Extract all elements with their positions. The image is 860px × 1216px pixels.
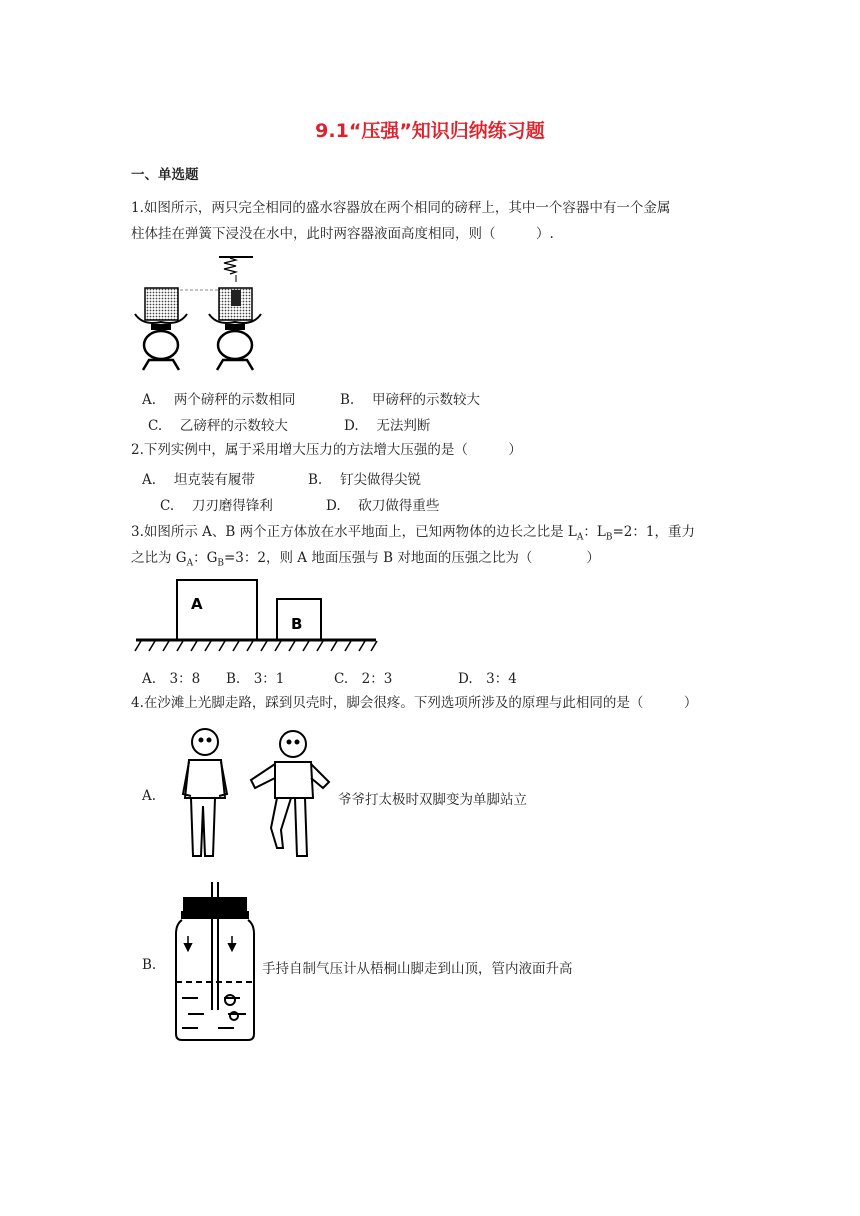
q3-option-b[interactable]: B. 3：1 bbox=[226, 671, 285, 687]
q3-line1 bbox=[131, 522, 695, 548]
q3-cube-b-label: B bbox=[291, 615, 303, 633]
q3-line2-text-b: ：G bbox=[193, 550, 218, 566]
q2-options-row2 bbox=[160, 494, 439, 514]
q1-option-b[interactable]: B. 甲磅秤的示数较大 bbox=[340, 392, 481, 408]
q4-line1: 4.在沙滩上光脚走路，踩到贝壳时，脚会很疼。下列选项所涉及的原理与此相同的是（ ） bbox=[131, 695, 698, 711]
q3-option-a[interactable]: A. 3：8 bbox=[142, 671, 201, 687]
q3-option-c[interactable]: C. 2：3 bbox=[334, 671, 393, 687]
q3-line1-text-b: ：L bbox=[583, 524, 606, 540]
q2-option-a[interactable]: A. 坦克装有履带 bbox=[142, 472, 255, 488]
q2-line1: 2.下列实例中，属于采用增大压力的方法增大压强的是（ ） bbox=[131, 442, 522, 458]
q1-option-a[interactable]: A. 两个磅秤的示数相同 bbox=[142, 392, 296, 408]
q1-options-row1 bbox=[142, 388, 480, 408]
page-title: 9.1“压强”知识归纳练习题 bbox=[315, 120, 545, 142]
q4-option-a-text: 爷爷打太极时双脚变为单脚站立 bbox=[338, 792, 527, 808]
q1-option-c[interactable]: C. 乙磅秤的示数较大 bbox=[148, 418, 288, 434]
q2-option-c[interactable]: C. 刀刃磨得锋利 bbox=[160, 498, 273, 514]
q2-options-row1 bbox=[142, 468, 421, 488]
q1-line2: 柱体挂在弹簧下浸没在水中，此时两容器液面高度相同，则（ ）. bbox=[131, 226, 554, 242]
q3-options-row bbox=[142, 667, 517, 687]
q3-line2 bbox=[131, 548, 600, 574]
q3-option-d[interactable]: D. 3：4 bbox=[458, 671, 517, 687]
q3-line1-text: 3.如图所示 A、B 两个正方体放在水平地面上，已知两物体的边长之比是 L bbox=[131, 524, 577, 540]
q1-options-row2 bbox=[148, 414, 430, 434]
q3-line1-text-c: =2：1，重力 bbox=[612, 524, 695, 540]
q3-figure-cubes bbox=[131, 575, 381, 655]
q4-option-a-figure bbox=[171, 722, 337, 862]
q3-cube-a-label: A bbox=[191, 595, 203, 613]
q2-option-d[interactable]: D. 砍刀做得重些 bbox=[326, 498, 440, 514]
q2-option-b[interactable]: B. 钉尖做得尖锐 bbox=[308, 472, 422, 488]
q4-option-b-figure bbox=[168, 880, 264, 1046]
q3-line2-text: 之比为 G bbox=[131, 550, 187, 566]
section-heading: 一、单选题 bbox=[131, 167, 199, 183]
q3-line2-text-c: =3：2，则 A 地面压强与 B 对地面的压强之比为（ ） bbox=[224, 550, 600, 566]
q1-figure-scales bbox=[131, 252, 263, 376]
q3-sub-gb: B bbox=[217, 558, 224, 569]
q1-option-d[interactable]: D. 无法判断 bbox=[344, 418, 431, 434]
q4-option-b-label[interactable]: B. bbox=[142, 957, 157, 973]
q3-sub-ga: A bbox=[186, 558, 194, 569]
q3-sub-b: B bbox=[605, 532, 613, 543]
q3-sub-a: A bbox=[576, 532, 584, 543]
q1-line1: 1.如图所示，两只完全相同的盛水容器放在两个相同的磅秤上，其中一个容器中有一个金属 bbox=[131, 200, 671, 216]
q4-option-b-text: 手持自制气压计从梧桐山脚走到山顶，管内液面升高 bbox=[262, 961, 573, 977]
q4-option-a-label[interactable]: A. bbox=[142, 788, 157, 804]
